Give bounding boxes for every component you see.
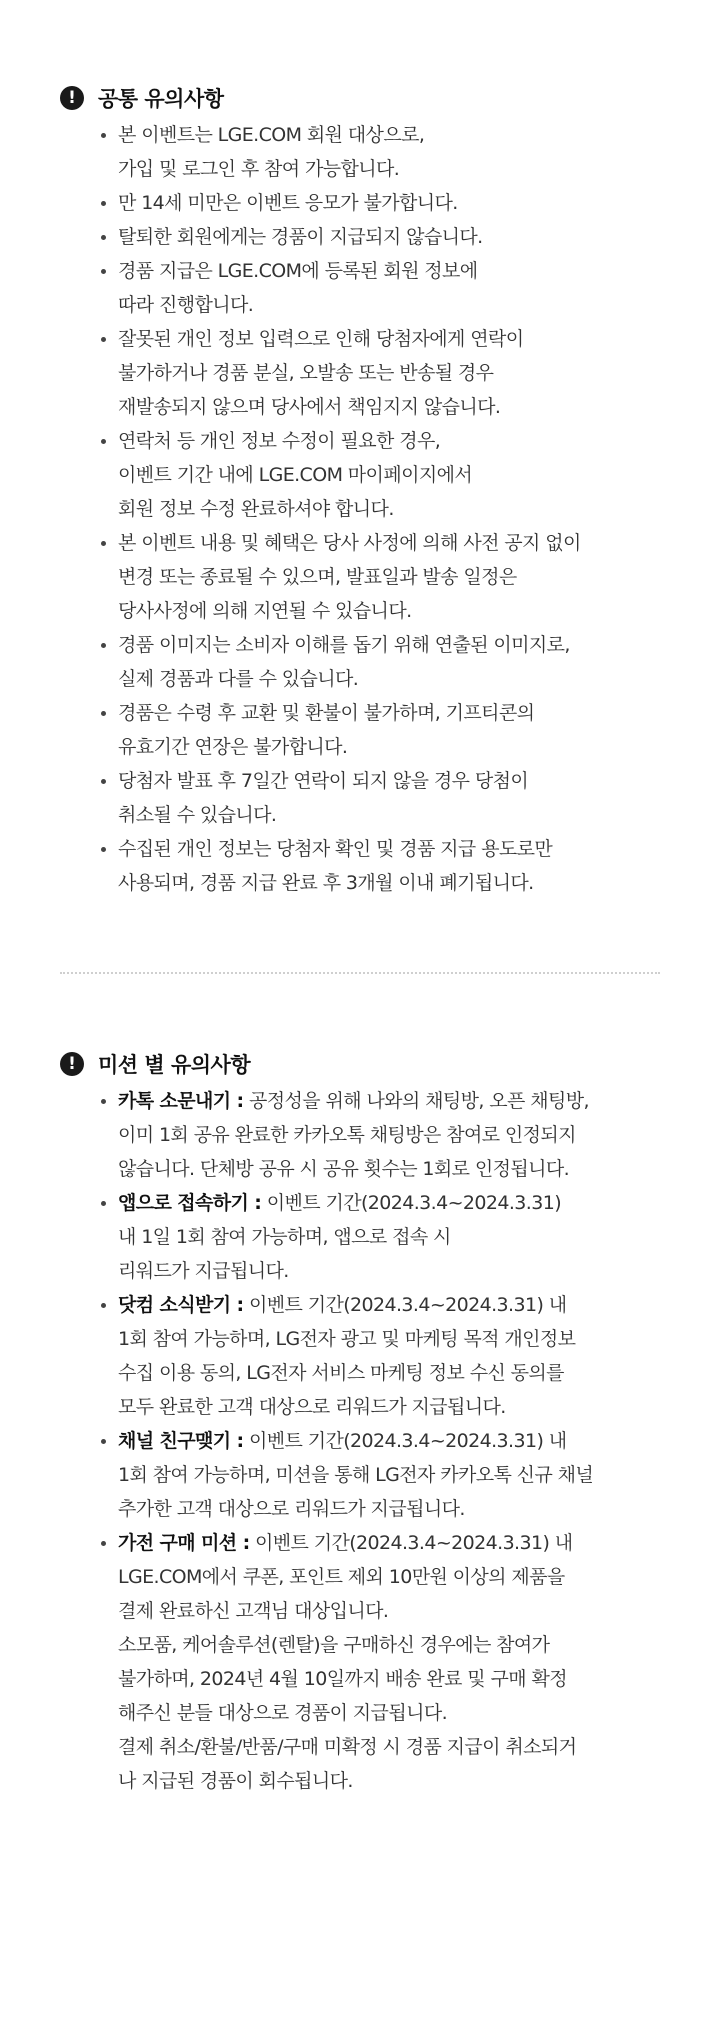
mission-notice-title: 미션 별 유의사항	[98, 1053, 251, 1077]
common-notice-section	[0, 0, 720, 900]
mission-label: 닷컴 소식받기 :	[118, 1294, 244, 1316]
list-item: 경품 이미지는 소비자 이해를 돕기 위해 연출된 이미지로, 실제 경품과 다를 수 있습니다.	[98, 628, 628, 696]
common-notice-title: 공통 유의사항	[98, 87, 224, 111]
list-item: 경품은 수령 후 교환 및 환불이 불가하며, 기프티콘의 유효기간 연장은 불가합니다.	[98, 696, 628, 764]
common-notice-heading	[60, 78, 720, 118]
mission-notice-list	[98, 1084, 628, 1798]
list-item: 경품 지급은 LGE.COM에 등록된 회원 정보에 따라 진행합니다.	[98, 254, 628, 322]
mission-notice-section	[0, 1044, 720, 1798]
list-item: 가전 구매 미션 : 이벤트 기간(2024.3.4~2024.3.31) 내 LGE.COM에서 쿠폰, 포인트 제외 10만원 이상의 제품을 결제 완료하신 고객님 대상입니다. 소모품, 케어솔루션(렌탈)을 구매하신 경우에는 참여가 불가하며, 2024년 4월 10일까지 배송 완료 및 구매 확정 해주신 분들 대상으로 경품이 지급됩니다. 결제 취소/환불/반품/구매 미확정 시 경품 지급이 취소되거 나 지급된 경품이 회수됩니다.	[98, 1526, 628, 1798]
list-item: 본 이벤트 내용 및 혜택은 당사 사정에 의해 사전 공지 없이 변경 또는 종료될 수 있으며, 발표일과 발송 일정은 당사사정에 의해 지연될 수 있습니다.	[98, 526, 628, 628]
exclamation-icon: !	[60, 1052, 84, 1076]
list-item: 본 이벤트는 LGE.COM 회원 대상으로, 가입 및 로그인 후 참여 가능합니다.	[98, 118, 628, 186]
mission-label: 앱으로 접속하기 :	[118, 1192, 262, 1214]
list-item: 수집된 개인 정보는 당첨자 확인 및 경품 지급 용도로만 사용되며, 경품 지급 완료 후 3개월 이내 폐기됩니다.	[98, 832, 628, 900]
section-divider	[60, 972, 660, 974]
list-item: 앱으로 접속하기 : 이벤트 기간(2024.3.4~2024.3.31) 내 1일 1회 참여 가능하며, 앱으로 접속 시 리워드가 지급됩니다.	[98, 1186, 628, 1288]
list-item: 만 14세 미만은 이벤트 응모가 불가합니다.	[98, 186, 628, 220]
mission-label: 채널 친구맺기 :	[118, 1430, 244, 1452]
exclamation-icon: !	[60, 86, 84, 110]
mission-label: 가전 구매 미션 :	[118, 1532, 250, 1554]
list-item: 탈퇴한 회원에게는 경품이 지급되지 않습니다.	[98, 220, 628, 254]
common-notice-list	[98, 118, 628, 900]
list-item: 잘못된 개인 정보 입력으로 인해 당첨자에게 연락이 불가하거나 경품 분실, 오발송 또는 반송될 경우 재발송되지 않으며 당사에서 책임지지 않습니다.	[98, 322, 628, 424]
list-item: 당첨자 발표 후 7일간 연락이 되지 않을 경우 당첨이 취소될 수 있습니다.	[98, 764, 628, 832]
list-item: 카톡 소문내기 : 공정성을 위해 나와의 채팅방, 오픈 채팅방, 이미 1회 공유 완료한 카카오톡 채팅방은 참여로 인정되지 않습니다. 단체방 공유 시 공유 횟수는 1회로 인정됩니다.	[98, 1084, 628, 1186]
list-item: 연락처 등 개인 정보 수정이 필요한 경우, 이벤트 기간 내에 LGE.COM 마이페이지에서 회원 정보 수정 완료하셔야 합니다.	[98, 424, 628, 526]
mission-notice-heading	[60, 1044, 720, 1084]
mission-label: 카톡 소문내기 :	[118, 1090, 244, 1112]
list-item: 채널 친구맺기 : 이벤트 기간(2024.3.4~2024.3.31) 내 1회 참여 가능하며, 미션을 통해 LG전자 카카오톡 신규 채널 추가한 고객 대상으로 리워드가 지급됩니다.	[98, 1424, 628, 1526]
list-item: 닷컴 소식받기 : 이벤트 기간(2024.3.4~2024.3.31) 내 1회 참여 가능하며, LG전자 광고 및 마케팅 목적 개인정보 수집 이용 동의, LG전자 서비스 마케팅 정보 수신 동의를 모두 완료한 고객 대상으로 리워드가 지급됩니다.	[98, 1288, 628, 1424]
